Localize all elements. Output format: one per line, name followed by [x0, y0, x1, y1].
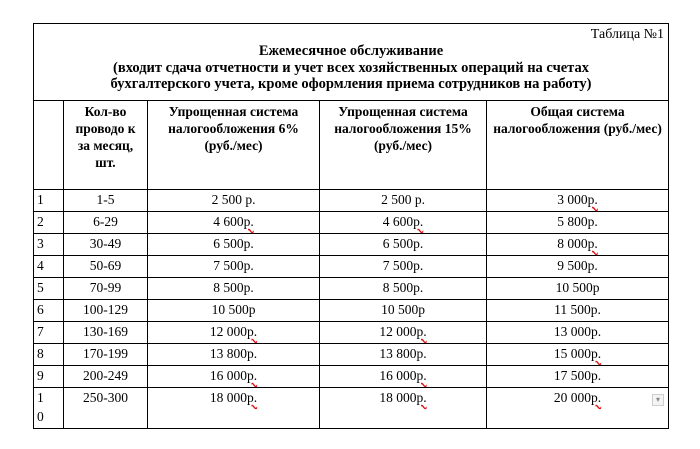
price-value: 4 600 [213, 214, 244, 229]
price-unit: р. [247, 368, 258, 383]
col-header-general: Общая система налогообложения (руб./мес) [487, 101, 669, 190]
row-usn15: 6 500р. [320, 234, 487, 256]
price-value: 12 000 [379, 324, 417, 339]
price-value: 3 000 [557, 192, 588, 207]
row-usn15: 8 500р. [320, 278, 487, 300]
price-value: 18 000 [209, 390, 247, 405]
table-row [34, 190, 669, 212]
row-usn15: 7 500р. [320, 256, 487, 278]
price-value: 20 000 [553, 390, 592, 405]
table-row [34, 234, 669, 256]
price-unit: р. [587, 192, 598, 207]
row-usn6 [148, 366, 320, 388]
price-unit: р. [416, 390, 427, 405]
row-general: 17 500р. [487, 366, 669, 388]
row-usn6: 6 500р. [148, 234, 320, 256]
row-index: 9 [34, 366, 64, 388]
col-header-usn15: Упрощенная система налогообложения 15% (руб./мес) [320, 101, 487, 190]
row-range: 30-49 [64, 234, 148, 256]
table-row [34, 256, 669, 278]
row-index: 6 [34, 300, 64, 322]
price-value: 15 000 [553, 346, 592, 361]
price-value: 4 600 [382, 214, 414, 229]
price-unit: р. [247, 390, 258, 405]
col-header-usn6: Упрощенная система налогообложения 6% (руб./мес) [148, 101, 320, 190]
price-unit: р. [591, 390, 602, 405]
price-value: 16 000 [379, 368, 417, 383]
row-general [487, 344, 669, 366]
title-line-1: Ежемесячное обслуживание [258, 43, 444, 59]
row-usn15: 10 500р [320, 300, 487, 322]
table-title-cell [34, 24, 669, 101]
row-usn15: 2 500 р. [320, 190, 487, 212]
row-index: 2 [34, 212, 64, 234]
price-unit: р. [243, 214, 254, 229]
row-general: 5 800р. [487, 212, 669, 234]
price-value: 16 000 [209, 368, 247, 383]
price-unit: р. [416, 368, 427, 383]
row-usn6: 10 500р [148, 300, 320, 322]
row-usn6: 8 500р. [148, 278, 320, 300]
price-value: 18 000 [379, 390, 417, 405]
row-general [487, 190, 669, 212]
title-line-2: (входит сдача отчетности и учет всех хозяйственных операций на счетах [113, 59, 589, 76]
row-range: 6-29 [64, 212, 148, 234]
row-usn15 [320, 212, 487, 234]
row-usn6 [148, 322, 320, 344]
row-usn15: 13 800р. [320, 344, 487, 366]
row-index: 8 [34, 344, 64, 366]
price-value: 8 000 [557, 236, 588, 251]
pricing-table [33, 23, 669, 429]
col-header-count: Кол-во проводо к за месяц, шт. [64, 101, 148, 190]
row-usn6: 7 500р. [148, 256, 320, 278]
row-general: 10 500р [487, 278, 669, 300]
row-general [487, 234, 669, 256]
table-row [34, 388, 669, 429]
table-row [34, 300, 669, 322]
row-range: 70-99 [64, 278, 148, 300]
dropdown-arrow-icon[interactable]: ▾ [652, 394, 664, 406]
title-line-3: бухгалтерского учета, кроме оформления приема сотрудников на работу) [110, 76, 592, 92]
row-general: 11 500р. [487, 300, 669, 322]
row-usn15 [320, 366, 487, 388]
row-usn6: 13 800р. [148, 344, 320, 366]
table-row [34, 322, 669, 344]
price-value: 12 000 [209, 324, 247, 339]
table-row [34, 212, 669, 234]
table-title [38, 43, 664, 93]
price-unit: р. [416, 324, 427, 339]
row-general: 9 500р. [487, 256, 669, 278]
row-range: 170-199 [64, 344, 148, 366]
row-index: 4 [34, 256, 64, 278]
row-range: 100-129 [64, 300, 148, 322]
table-row [34, 344, 669, 366]
table-row [34, 366, 669, 388]
price-unit: р. [247, 324, 258, 339]
row-index: 1 0 [34, 388, 64, 429]
table-header-row [34, 24, 669, 101]
row-range: 200-249 [64, 366, 148, 388]
row-general [487, 388, 669, 429]
row-usn6: 2 500 р. [148, 190, 320, 212]
row-usn15 [320, 388, 487, 429]
price-unit: р. [587, 236, 598, 251]
col-header-index [34, 101, 64, 190]
row-range: 1-5 [64, 190, 148, 212]
row-range: 50-69 [64, 256, 148, 278]
table-number: Таблица №1 [590, 27, 665, 42]
table-row [34, 278, 669, 300]
row-index: 3 [34, 234, 64, 256]
row-index: 1 [34, 190, 64, 212]
price-unit: р. [591, 346, 602, 361]
row-range: 130-169 [64, 322, 148, 344]
row-range: 250-300 [64, 388, 148, 429]
price-unit: р. [413, 214, 424, 229]
row-usn6 [148, 388, 320, 429]
row-index: 7 [34, 322, 64, 344]
row-usn15 [320, 322, 487, 344]
column-header-row [34, 101, 669, 190]
row-general: 13 000р. [487, 322, 669, 344]
row-usn6 [148, 212, 320, 234]
row-index: 5 [34, 278, 64, 300]
